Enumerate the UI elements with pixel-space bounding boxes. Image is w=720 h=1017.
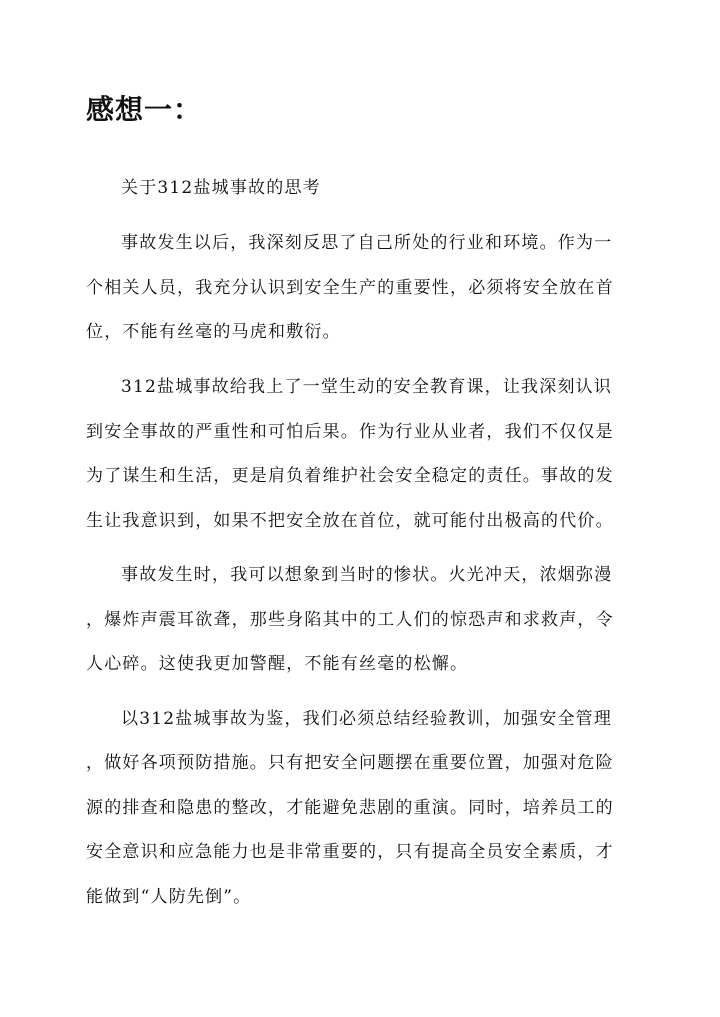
paragraph-line: ，爆炸声震耳欲聋，那些身陷其中的工人们的惊恐声和求救声，令	[86, 610, 614, 630]
paragraph-line: 事故发生以后，我深刻反思了自己所处的行业和环境。作为一	[121, 233, 613, 253]
document-heading: 感想一：	[86, 93, 203, 126]
paragraph-line: 事故发生时，我可以想象到当时的惨状。火光冲天，浓烟弥漫	[121, 565, 613, 585]
paragraph-line: 312盐城事故给我上了一堂生动的安全教育课，让我深刻认识	[121, 377, 613, 397]
paragraph-line: 源的排查和隐患的整改，才能避免悲剧的重演。同时，培养员工的	[86, 798, 614, 818]
document-subtitle: 关于312盐城事故的思考	[121, 178, 321, 198]
paragraph-line: 以312盐城事故为鉴，我们必须总结经验教训，加强安全管理	[121, 709, 613, 729]
paragraph-line: ，做好各项预防措施。只有把安全问题摆在重要位置，加强对危险	[86, 753, 614, 773]
paragraph-line: 到安全事故的严重性和可怕后果。作为行业从业者，我们不仅仅是	[86, 422, 614, 442]
paragraph-line: 人心碎。这使我更加警醒，不能有丝毫的松懈。	[86, 654, 469, 674]
paragraph-line: 生让我意识到，如果不把安全放在首位，就可能付出极高的代价。	[86, 511, 614, 531]
paragraph-line: 个相关人员，我充分认识到安全生产的重要性，必须将安全放在首	[86, 278, 614, 298]
paragraph-line: 为了谋生和生活，更是肩负着维护社会安全稳定的责任。事故的发	[86, 466, 614, 486]
paragraph-line: 能做到“人防先倒”。	[86, 887, 252, 907]
paragraph-line: 位，不能有丝毫的马虎和敷衍。	[86, 322, 341, 342]
paragraph-line: 安全意识和应急能力也是非常重要的，只有提高全员安全素质，才	[86, 842, 614, 862]
